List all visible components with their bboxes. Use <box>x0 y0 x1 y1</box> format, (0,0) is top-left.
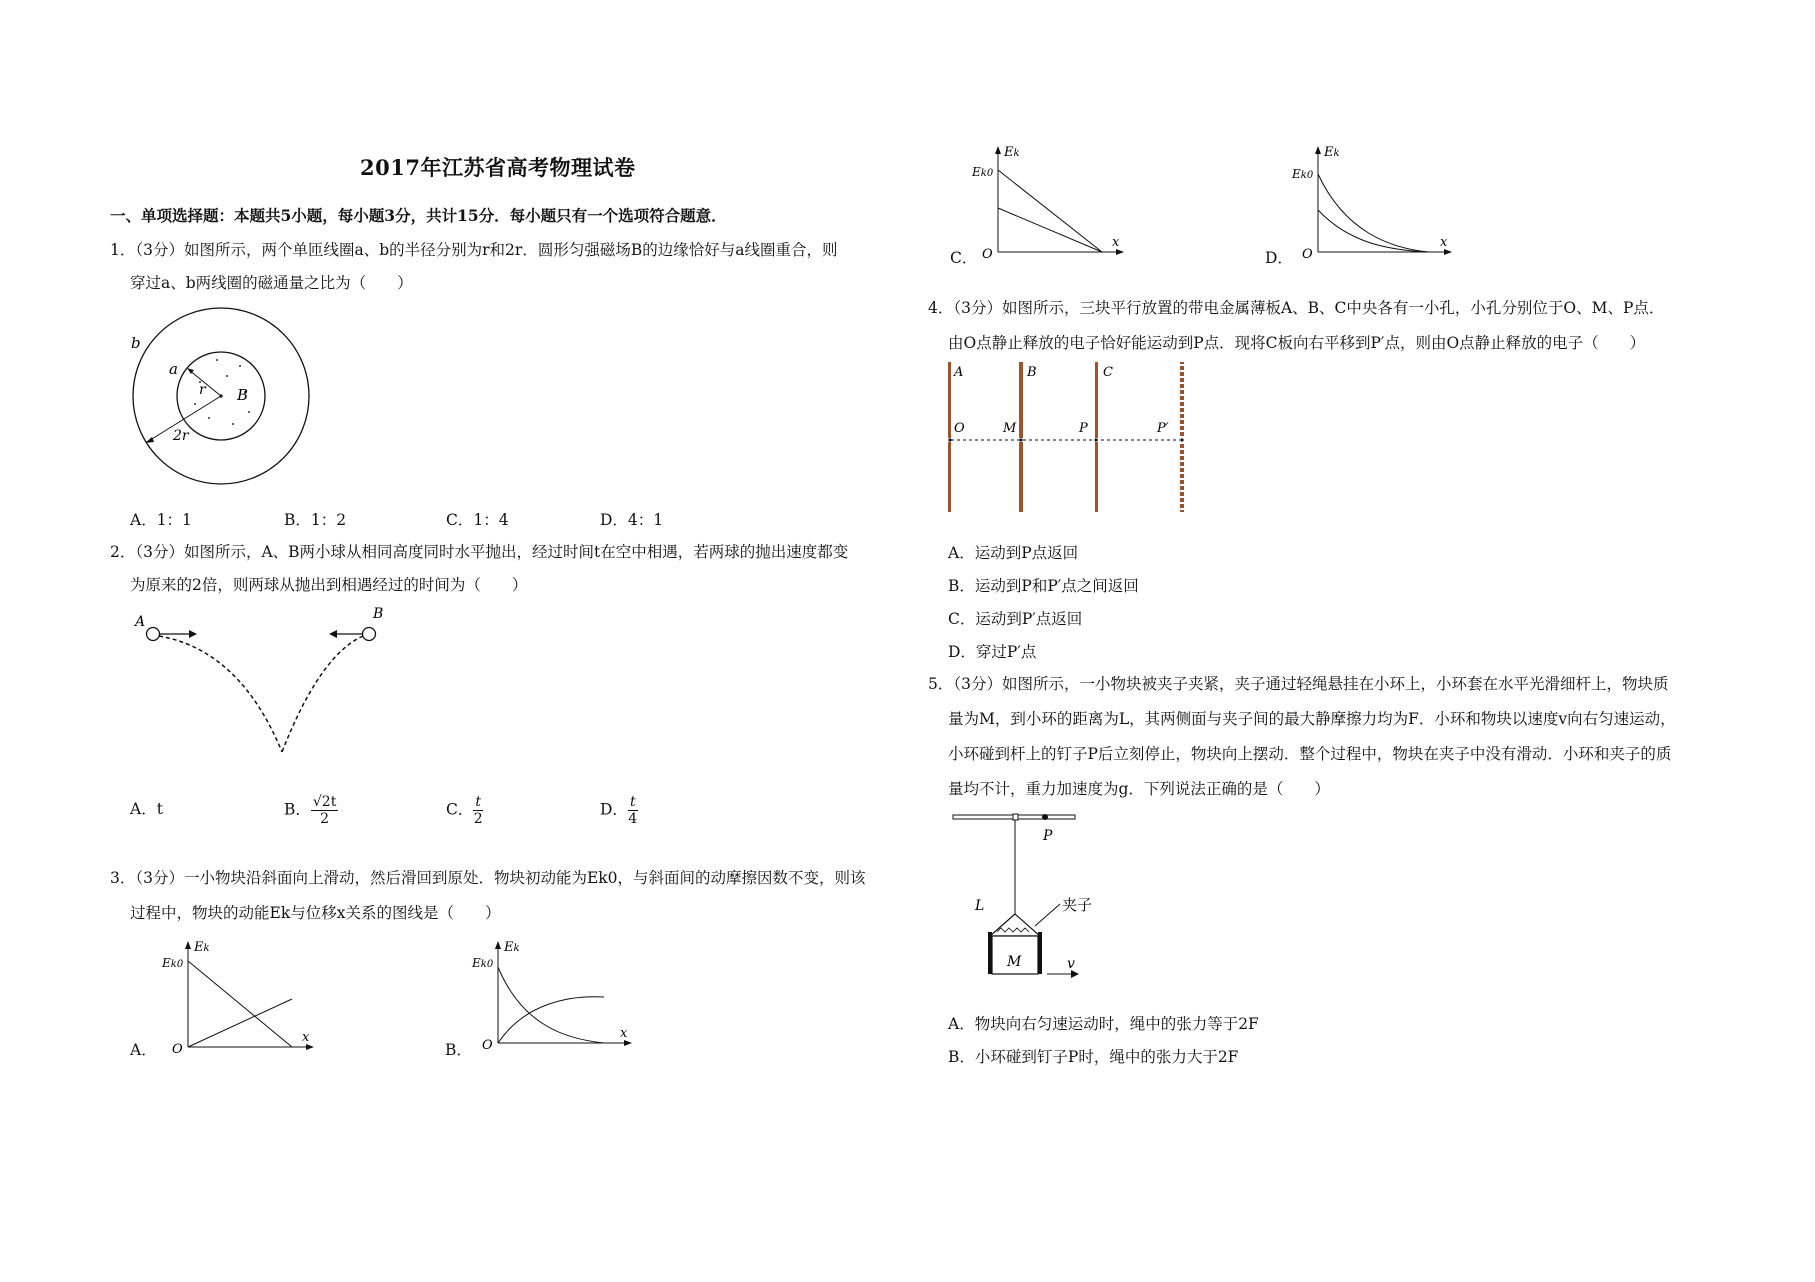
label-P: P <box>1079 421 1088 436</box>
plate-c-top <box>1095 362 1098 438</box>
origin-o: O <box>1302 247 1313 262</box>
q2-option-b-label: B． <box>284 800 311 819</box>
q2-option-d-fraction <box>628 794 638 827</box>
q2-option-b-den: 2 <box>320 811 330 827</box>
plate-p-prime-top <box>1180 362 1184 438</box>
plate-a-bottom <box>948 442 951 512</box>
clip <box>990 914 1040 936</box>
label-clip: 夹子 <box>1062 896 1093 914</box>
axis-ek0: Ek0 <box>1292 167 1314 181</box>
q2-option-c-den: 2 <box>473 811 483 827</box>
q4-line2: 由O点静止释放的电子恰好能运动到P点．现将C板向右平移到P′点，则由O点静止释放的电子（ ） <box>948 334 1646 352</box>
origin-o: O <box>482 1038 493 1053</box>
label-O: O <box>954 421 965 436</box>
label-2r: 2r <box>173 428 189 444</box>
label-M: M <box>1003 421 1017 436</box>
label-B: B <box>373 606 384 622</box>
q3-graph-b <box>470 935 645 1060</box>
q4-line1: 4．（3分）如图所示，三块平行放置的带电金属薄板A、B、C中央各有一小孔，小孔分别位于O、M、P点． <box>928 299 1665 317</box>
q2-option-c[interactable] <box>446 794 483 827</box>
label-P-prime: P′ <box>1157 421 1169 436</box>
label-A: A <box>135 614 146 630</box>
label-C: C <box>1103 365 1113 380</box>
trajectory-a <box>159 636 282 752</box>
plate-c-bottom <box>1095 442 1098 512</box>
axis-x: x <box>302 1030 310 1045</box>
q4-option-c[interactable]: C．运动到P′点返回 <box>948 610 1083 628</box>
label-M: M <box>1007 954 1022 970</box>
origin-o: O <box>172 1042 183 1057</box>
q3-graph-a <box>160 935 320 1060</box>
origin-o: O <box>982 247 993 262</box>
label-v: v <box>1067 956 1075 972</box>
q5-option-a[interactable]: A．物块向右匀速运动时，绳中的张力等于2F <box>948 1015 1259 1033</box>
q1-option-c[interactable]: C．1：4 <box>446 511 509 529</box>
axis-ek0: Ek0 <box>472 956 494 970</box>
ball-b <box>363 628 376 641</box>
label-P: P <box>1043 828 1053 844</box>
q2-option-c-fraction <box>473 794 483 827</box>
section-heading: 一、单项选择题：本题共5小题，每小题3分，共计15分．每小题只有一个选项符合题意． <box>110 206 727 225</box>
axis-x: x <box>1112 235 1120 250</box>
plate-p-prime-bottom <box>1180 442 1184 512</box>
q5-line3: 小环碰到杆上的钉子P后立刻停止，物块向上摆动．整个过程中，物块在夹子中没有滑动．小环和夹子的质 <box>948 745 1672 763</box>
q2-option-d-num: t <box>629 794 636 810</box>
q5-line1: 5．（3分）如图所示，一小物块被夹子夹紧，夹子通过轻绳悬挂在小环上，小环套在水平光滑细杆上，物块质 <box>928 675 1669 693</box>
trajectory-b <box>282 636 363 752</box>
q2-option-d[interactable] <box>600 794 638 827</box>
plate-b-bottom <box>1019 442 1023 512</box>
label-B: B <box>1027 365 1037 380</box>
ring <box>1013 814 1018 820</box>
q3-option-a[interactable]: A． <box>130 1041 157 1059</box>
q4-figure <box>945 358 1195 520</box>
q2-figure <box>125 600 405 770</box>
plate-a-top <box>948 362 951 438</box>
q1-figure <box>125 300 335 500</box>
axis-ek: Ek <box>1004 145 1020 160</box>
q1-line2: 穿过a、b两线圈的磁通量之比为（ ） <box>130 274 413 292</box>
q3-graph-c <box>970 140 1140 265</box>
q2-option-c-num: t <box>475 794 482 810</box>
q4-option-d[interactable]: D．穿过P′点 <box>948 643 1037 661</box>
label-A: A <box>954 365 964 380</box>
page-title: 2017年江苏省高考物理试卷 <box>360 155 636 180</box>
q2-option-b[interactable] <box>284 794 338 827</box>
axis-ek0: Ek0 <box>162 956 184 970</box>
q5-line2: 量为M，到小环的距离为L，其两侧面与夹子间的最大静摩擦力均为F．小环和物块以速度v向右匀速运动， <box>948 710 1676 728</box>
q5-figure <box>945 808 1093 993</box>
q3-option-b[interactable]: B． <box>445 1041 472 1059</box>
axis-ek: Ek <box>194 940 210 955</box>
label-L: L <box>975 898 985 914</box>
q1-option-d[interactable]: D．4：1 <box>600 511 664 529</box>
label-b: b <box>131 334 141 352</box>
q1-option-b[interactable]: B．1：2 <box>284 511 347 529</box>
axis-x: x <box>620 1026 628 1041</box>
q3-option-c[interactable]: C． <box>950 249 978 267</box>
q2-option-b-num: √2t <box>312 794 337 810</box>
q3-line2: 过程中，物块的动能Ek与位移x关系的图线是（ ） <box>130 904 501 922</box>
q4-option-a[interactable]: A．运动到P点返回 <box>948 544 1079 562</box>
axis-ek0: Ek0 <box>972 165 994 179</box>
ball-a <box>147 628 160 641</box>
q4-option-b[interactable]: B．运动到P和P′点之间返回 <box>948 577 1139 595</box>
q2-option-a[interactable]: A．t <box>130 800 163 818</box>
q5-line4: 量均不计，重力加速度为g．下列说法正确的是（ ） <box>948 780 1330 798</box>
plate-b-top <box>1019 362 1023 438</box>
q2-option-c-label: C． <box>446 800 474 819</box>
q2-option-b-fraction <box>311 794 338 827</box>
q1-option-a[interactable]: A．1：1 <box>130 511 192 529</box>
q2-line1: 2．（3分）如图所示，A、B两小球从相同高度同时水平抛出，经过时间t在空中相遇，若两球的抛出速度都变 <box>110 543 849 561</box>
label-r: r <box>199 382 206 398</box>
q3-option-d[interactable]: D． <box>1265 249 1293 267</box>
q3-line1: 3．（3分）一小物块沿斜面向上滑动，然后滑回到原处．物块初动能为Ek0，与斜面间的动摩擦因数不变，则该 <box>110 869 866 887</box>
nail-p <box>1042 814 1048 820</box>
label-B: B <box>237 386 249 404</box>
label-a: a <box>169 360 178 378</box>
q3-graph-d <box>1290 140 1465 265</box>
q1-line1: 1．（3分）如图所示，两个单匝线圈a、b的半径分别为r和2r．圆形匀强磁场B的边缘恰好与a线圈重合，则 <box>110 241 838 259</box>
axis-x: x <box>1440 235 1448 250</box>
q2-option-d-den: 4 <box>628 811 638 827</box>
q2-option-d-label: D． <box>600 800 628 819</box>
axis-ek: Ek <box>1324 145 1340 160</box>
q2-line2: 为原来的2倍，则两球从抛出到相遇经过的时间为（ ） <box>130 576 528 594</box>
q5-option-b[interactable]: B．小环碰到钉子P时，绳中的张力大于2F <box>948 1048 1239 1066</box>
axis-ek: Ek <box>504 940 520 955</box>
